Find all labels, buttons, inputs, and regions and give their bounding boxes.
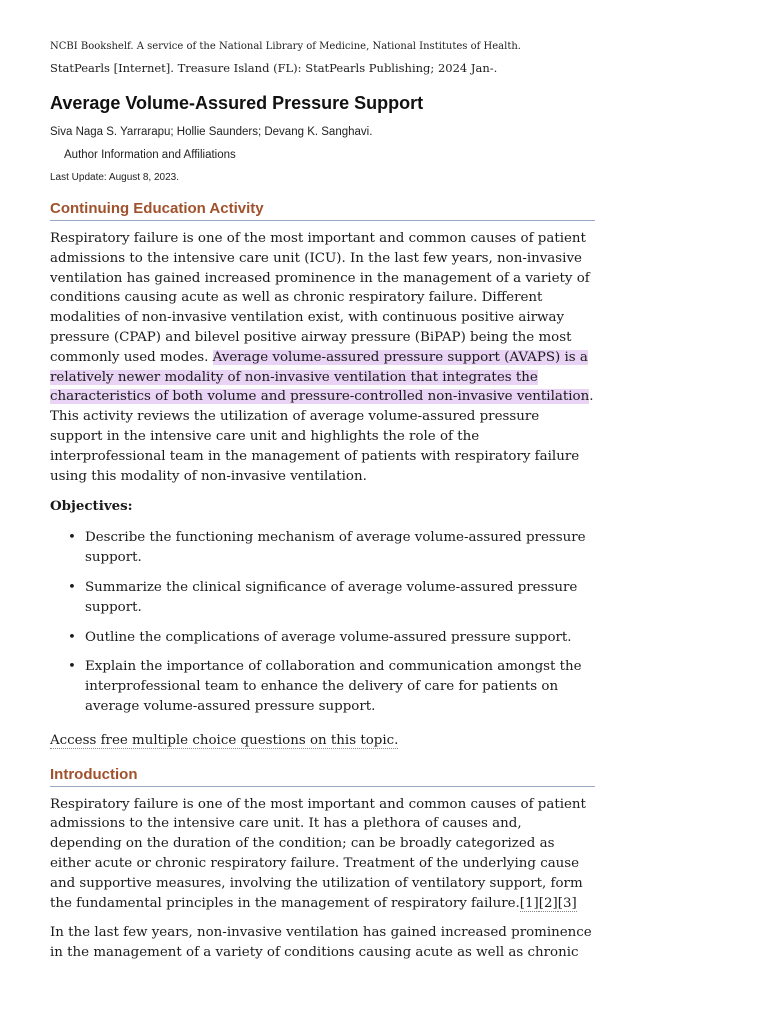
section-heading-continuing-education[interactable]: Continuing Education Activity — [50, 199, 595, 221]
paragraph-text: Respiratory failure is one of the most important and common causes of patient admissions to the intensive care unit. It has a plethora of causes and, depending on the duration of the condition; can be broadly categorized as either acute or chronic respiratory failure. Treatment of the underlying cause and supportive measures, involving the utilization of ventilatory support, form the fundamental principles in the management of respiratory failure. — [50, 796, 586, 911]
citation-line: StatPearls [Internet]. Treasure Island (FL): StatPearls Publishing; 2024 Jan-. — [50, 61, 498, 75]
introduction-paragraph-2: In the last few years, non-invasive ventilation has gained increased prominence in the management of a variety of conditions causing acute as well as chronic — [50, 925, 592, 961]
objective-item: • Explain the importance of collaboration and communication amongst the interprofessional team to enhance the delivery of care for patients on average volume-assured pressure support. — [85, 657, 595, 716]
bookshelf-notice: NCBI Bookshelf. A service of the National Library of Medicine, National Institutes of Health. — [50, 41, 521, 52]
paragraph-text: Respiratory failure is one of the most important and common causes of patient admissions to the intensive care unit (ICU). In the last few years, non-invasive ventilation has gained increased prominence in the management of a variety of conditions causing acute as well as chronic respiratory failure. Different modalities of non-invasive ventilation exist, with continuous positive airway pressure (CPAP) and bilevel positive airway pressure (BiPAP) being the most commonly used modes. — [50, 231, 590, 365]
article-content — [50, 40, 595, 973]
objective-item: • Describe the functioning mechanism of average volume-assured pressure support. — [85, 528, 595, 568]
author-affiliations-link[interactable]: Author Information and Affiliations — [64, 149, 236, 161]
reference-link-2[interactable]: [2] — [538, 895, 558, 911]
objective-item: • Outline the complications of average volume-assured pressure support. — [85, 628, 595, 648]
introduction-paragraph-1 — [50, 795, 595, 914]
objectives-label: Objectives: — [50, 498, 133, 515]
objectives-list — [50, 528, 595, 716]
highlighted-text: Average volume-assured pressure support (AVAPS) is a relatively newer modality of non-invasive ventilation that integrates the characteristics of both volume and pressure-controlled non-invasive ventilation — [50, 349, 590, 405]
mcq-paragraph — [50, 731, 595, 751]
last-update: Last Update: August 8, 2023. — [50, 172, 179, 183]
reference-link-3[interactable]: [3] — [557, 895, 577, 911]
mcq-link[interactable]: Access free multiple choice questions on this topic. — [50, 732, 399, 748]
reference-link-1[interactable]: [1] — [519, 895, 539, 911]
continuing-education-paragraph — [50, 229, 595, 486]
section-heading-introduction[interactable]: Introduction — [50, 765, 595, 787]
paragraph-text: . This activity reviews the utilization of average volume-assured pressure support in the intensive care unit and highlights the role of the interprofessional team in the management of patients with respiratory failure using this modality of non-invasive ventilation. — [50, 389, 594, 484]
objective-item: • Summarize the clinical significance of average volume-assured pressure support. — [85, 578, 595, 618]
authors-line: Siva Naga S. Yarrarapu; Hollie Saunders; Devang K. Sanghavi. — [50, 126, 373, 138]
page-title: Average Volume-Assured Pressure Support — [50, 93, 424, 113]
